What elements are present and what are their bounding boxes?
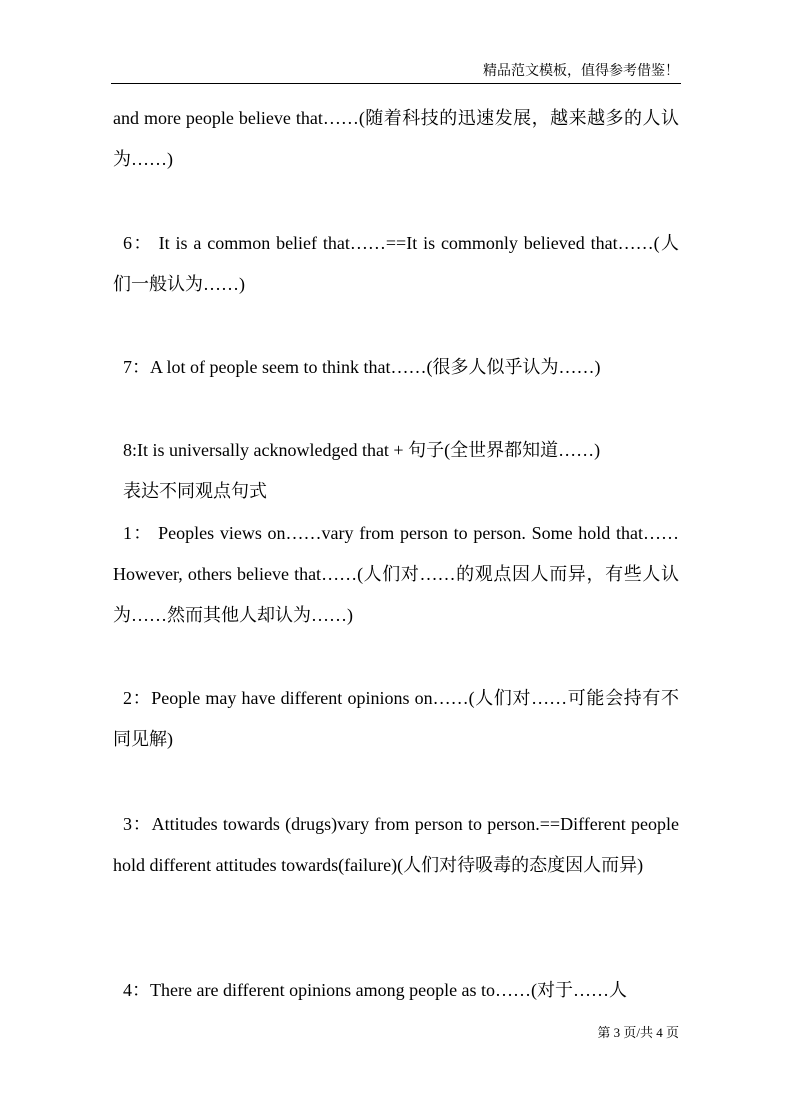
- section-heading: 表达不同观点句式: [123, 481, 267, 501]
- paragraph-continuation: and more people believe that……(随着科技的迅速发展，越来越多的人认为……): [113, 108, 679, 169]
- paragraph-item-7: 7：A lot of people seem to think that……(很多人似乎认为……): [123, 357, 601, 377]
- paragraph-item-2: 2：People may have different opinions on……(人们对……可能会持有不同见解): [113, 688, 679, 749]
- paragraph-item-6: 6： It is a common belief that……==It is commonly believed that……(人们一般认为……): [113, 233, 679, 294]
- paragraph-item-3: 3：Attitudes towards (drugs)vary from person to person.==Different people hold different attitudes towards(failure)(人们对待吸毒的态度因人而异): [113, 814, 679, 875]
- header-text: 精品范文模板，值得参考借鉴！: [483, 63, 679, 79]
- header-rule: [111, 83, 681, 84]
- paragraph-item-4: 4：There are different opinions among people as to……(对于……人: [123, 980, 628, 1000]
- page-number: 第 3 页/共 4 页: [597, 1025, 679, 1040]
- paragraph-item-1: 1： Peoples views on……vary from person to person. Some hold that……However, others believe that……(人们对……的观点因人而异，有些人认为……然而其他人却认为……): [113, 523, 679, 625]
- paragraph-item-8: 8:It is universally acknowledged that + 句子(全世界都知道……): [123, 440, 601, 460]
